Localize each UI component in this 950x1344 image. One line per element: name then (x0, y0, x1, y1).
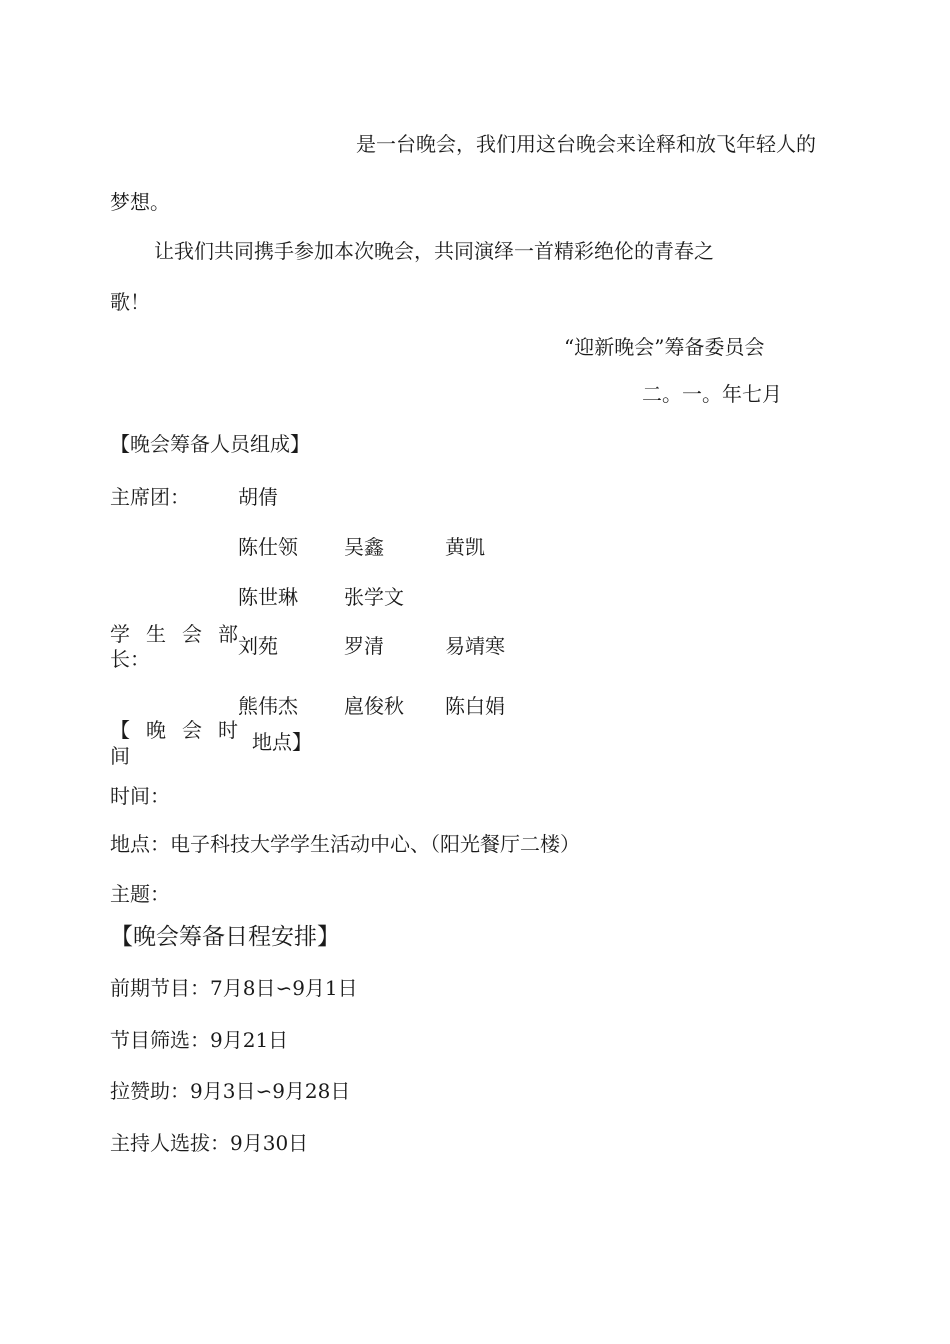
intro-line-1: 是一台晚会，我们用这台晚会来诠释和放飞年轻人的 (356, 132, 816, 156)
intro-line-3: 让我们共同携手参加本次晚会，共同演绎一首精彩绝伦的青春之 (154, 239, 714, 263)
presidium-member: 陈仕领 (238, 535, 298, 559)
signature-date: 二。一。年七月 (642, 382, 782, 406)
intro-line-2: 梦想。 (110, 190, 170, 214)
minister-member: 扈俊秋 (344, 694, 404, 718)
schedule-item: 拉赞助：9月3日∽9月28日 (110, 1079, 351, 1103)
minister-member: 熊伟杰 (238, 694, 298, 718)
presidium-member: 黄凯 (445, 535, 485, 559)
presidium-member: 胡倩 (238, 485, 278, 509)
presidium-member: 陈世琳 (238, 585, 298, 609)
minister-label-char: 部 (218, 622, 238, 646)
time-heading-char: 会 (182, 718, 202, 742)
minister-label-char: 学 (110, 622, 130, 646)
time-heading-clipped (110, 744, 134, 768)
minister-member: 易靖寒 (445, 634, 505, 658)
theme-label: 主题： (110, 882, 170, 906)
minister-member: 罗清 (344, 634, 384, 658)
presidium-label: 主席团： (110, 485, 190, 509)
staff-heading: 【晚会筹备人员组成】 (110, 432, 310, 456)
committee-signature: “迎新晚会”筹备委员会 (564, 335, 765, 359)
place-line: 地点：电子科技大学学生活动中心、（阳光餐厅二楼） (110, 832, 580, 856)
time-heading-char: 晚 (146, 718, 166, 742)
intro-line-4: 歌！ (110, 290, 150, 314)
time-heading-char: 间 (110, 744, 130, 768)
minister-label-char: 生 (146, 622, 166, 646)
presidium-member: 张学文 (344, 585, 404, 609)
minister-label-tail: 长： (110, 647, 150, 671)
time-heading-tail: 地点】 (252, 730, 312, 754)
schedule-item: 节目筛选：9月21日 (110, 1028, 289, 1052)
schedule-heading: 【晚会筹备日程安排】 (110, 924, 340, 950)
schedule-item: 主持人选拔：9月30日 (110, 1131, 309, 1155)
presidium-member: 吴鑫 (344, 535, 384, 559)
time-label: 时间： (110, 784, 170, 808)
schedule-item: 前期节目：7月8日∽9月1日 (110, 976, 358, 1000)
time-heading-char: 时 (218, 718, 238, 742)
minister-member: 陈白娟 (445, 694, 505, 718)
time-heading-char: 【 (110, 718, 130, 742)
minister-member: 刘苑 (238, 634, 278, 658)
minister-label-char: 会 (182, 622, 202, 646)
